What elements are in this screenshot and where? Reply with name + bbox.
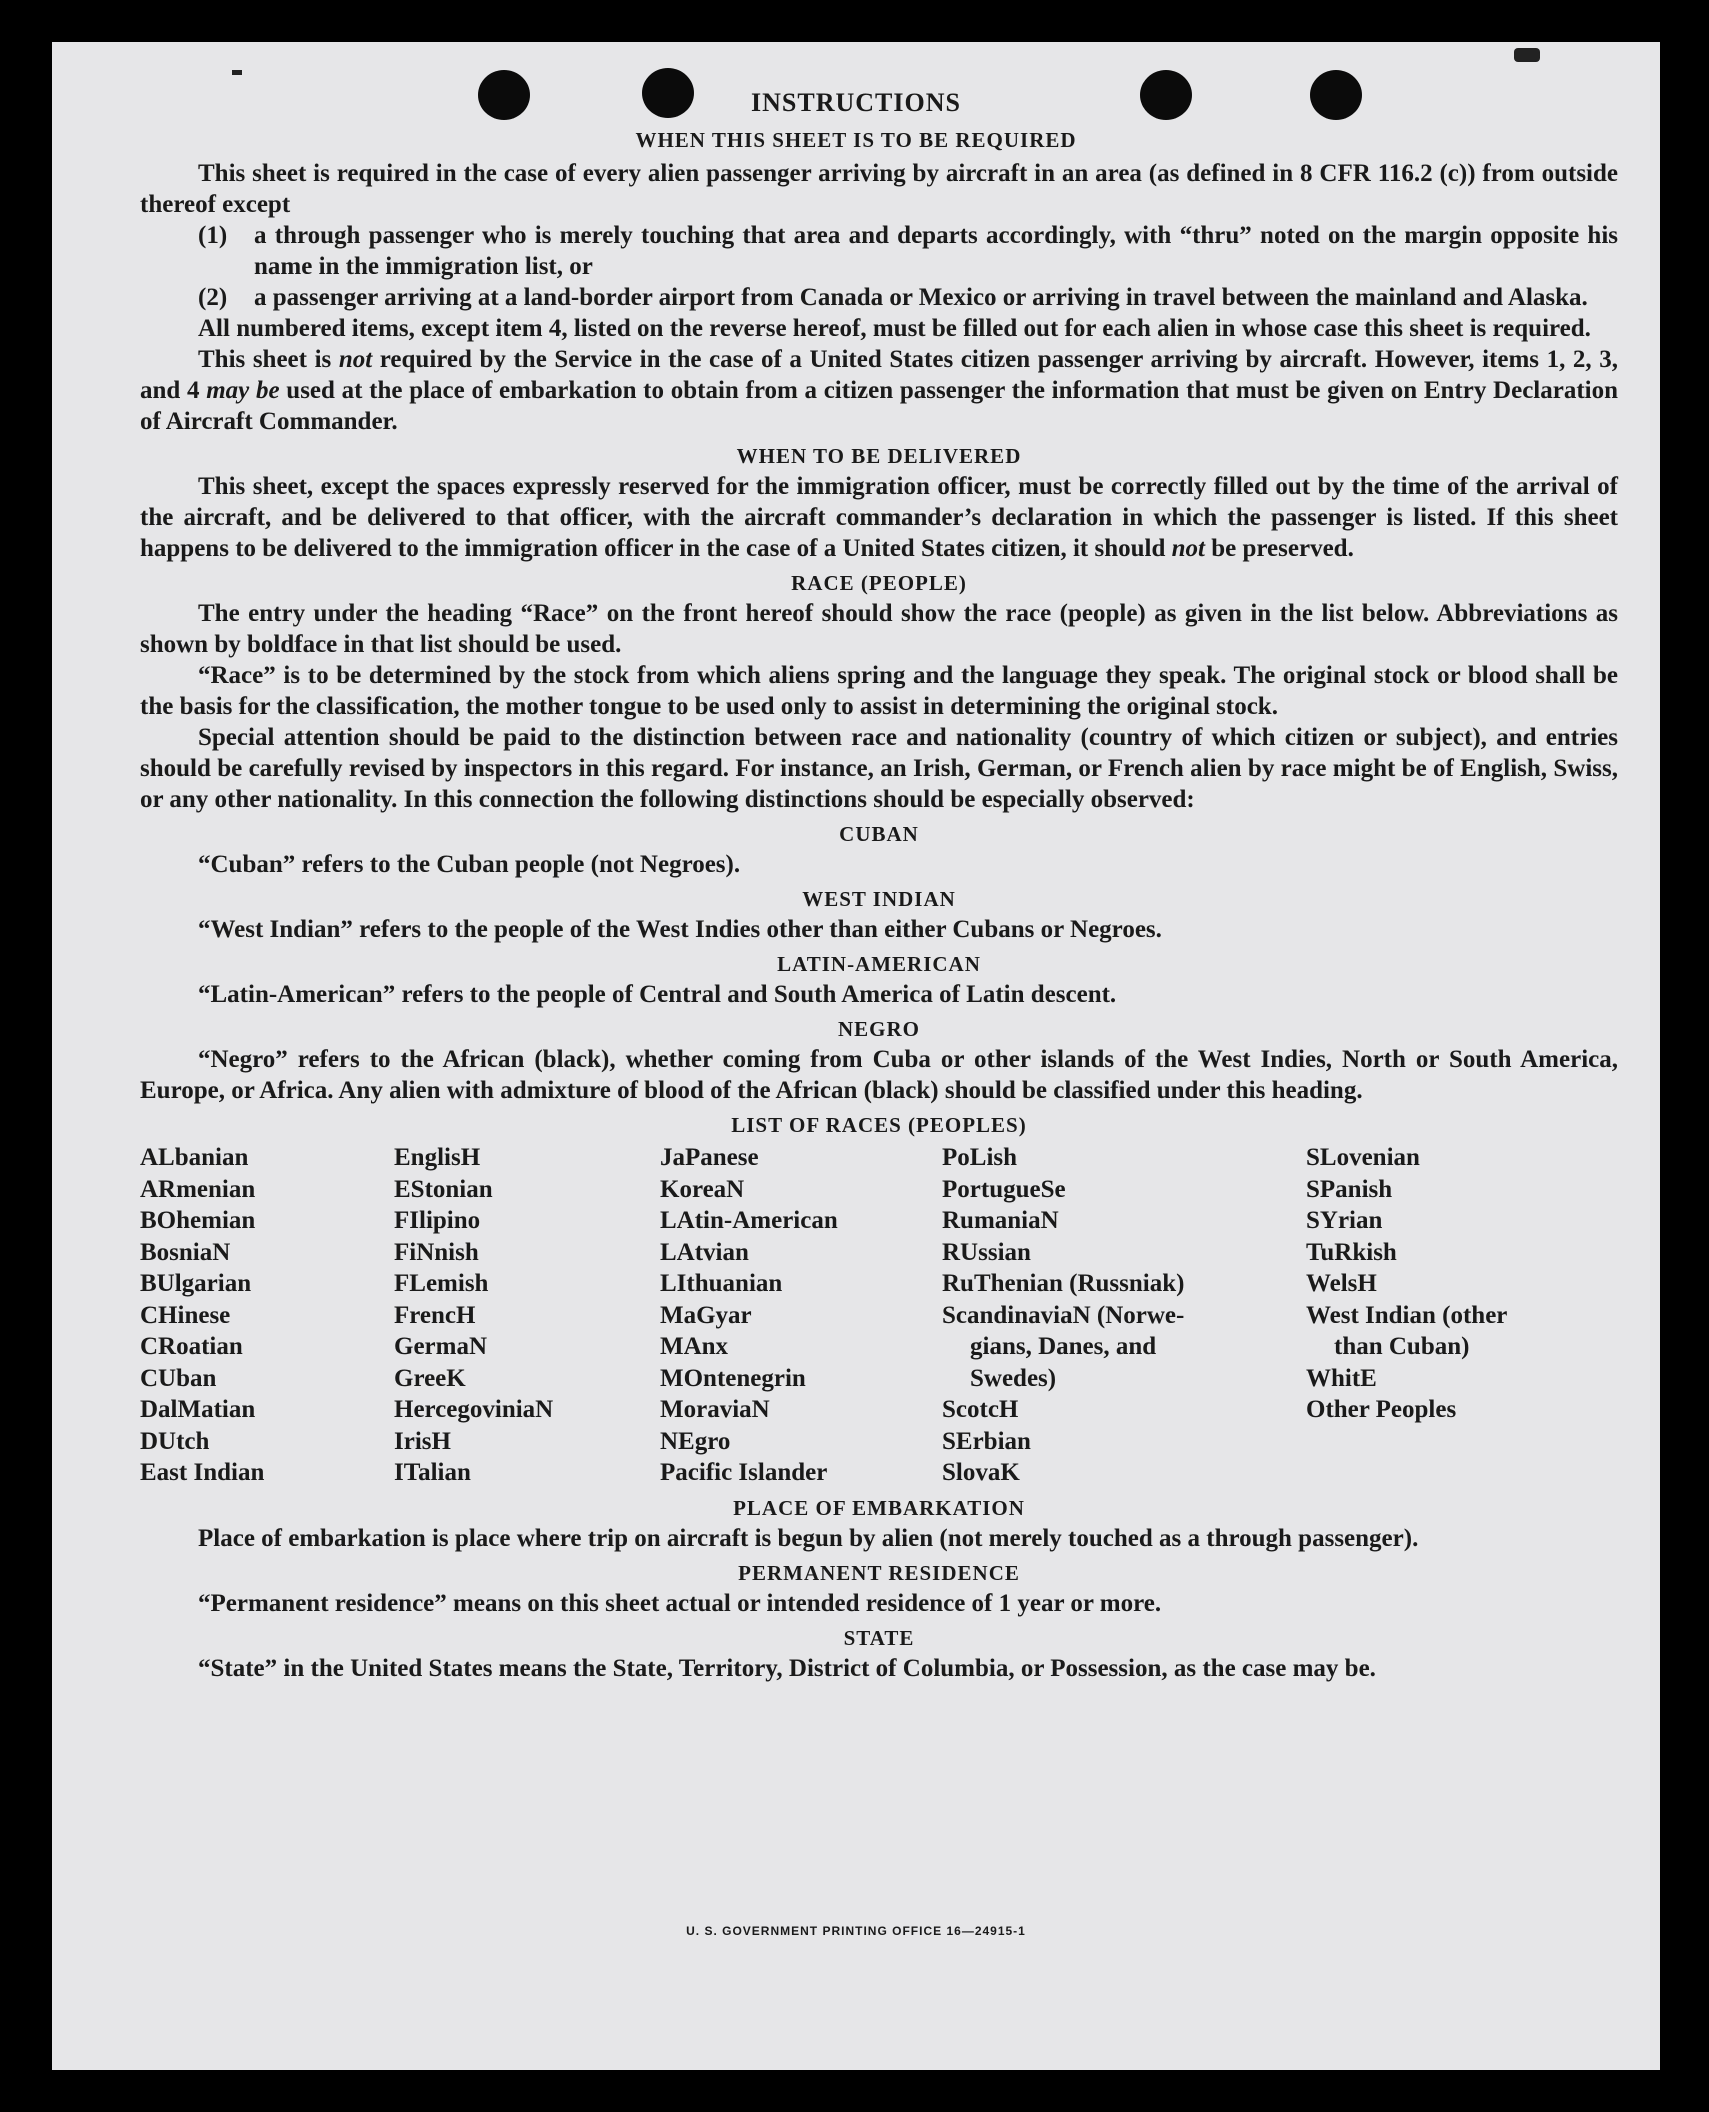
paragraph: This sheet is not required by the Service in the case of a United States citizen passenger arriving by aircraft. However, items 1, 2, 3, and 4 may be used at the place of embarkation to obtain from a citizen passenger the information that must be given on Entry Declaration of Aircraft Commander. — [140, 346, 1619, 435]
races-column-4 — [942, 1142, 1306, 1489]
race-entry: MAnx — [660, 1333, 729, 1360]
heading-latin-american: LATIN-AMERICAN — [777, 952, 981, 976]
race-entry: ScandinaviaN (Norwe- — [942, 1301, 1185, 1329]
race-entry: FrencH — [394, 1301, 476, 1329]
heading-negro: NEGRO — [837, 1017, 920, 1041]
race-entry: RumaniaN — [942, 1207, 1059, 1234]
heading-list-of-races: LIST OF RACES (PEOPLES) — [731, 1113, 1027, 1137]
race-entry: EnglisH — [394, 1144, 481, 1171]
paragraph: “Permanent residence” means on this sheet actual or intended residence of 1 year or more. — [198, 1589, 1162, 1617]
race-entry: GreeK — [394, 1364, 466, 1392]
race-entry: ITalian — [394, 1459, 471, 1486]
paragraph: “Negro” refers to the African (black), whether coming from Cuba or other islands of the West Indies, North or South America, Europe, or Africa. Any alien with admixture of blood of the African (black) should be classified under this heading. — [140, 1046, 1618, 1104]
races-column-2 — [394, 1142, 660, 1489]
race-entry: SPanish — [1306, 1175, 1393, 1203]
race-entry: SlovaK — [942, 1459, 1020, 1486]
race-entry: PoLish — [942, 1144, 1018, 1171]
race-entry: DalMatian — [140, 1396, 256, 1423]
race-entry: LAtvian — [660, 1238, 749, 1266]
race-entry: FiNnish — [394, 1238, 479, 1266]
race-entry: ALbanian — [140, 1144, 249, 1171]
race-entry: KoreaN — [660, 1175, 745, 1203]
races-column-5 — [1306, 1142, 1606, 1489]
page-title: INSTRUCTIONS — [751, 88, 961, 117]
ink-speck — [232, 70, 242, 75]
race-entry: East Indian — [140, 1459, 265, 1486]
race-entry: Other Peoples — [1306, 1396, 1457, 1423]
race-entry: GermaN — [394, 1333, 488, 1360]
race-entry: BOhemian — [140, 1207, 256, 1234]
race-entry: MaGyar — [660, 1301, 752, 1329]
race-entry: LIthuanian — [660, 1270, 783, 1297]
race-entry: TuRkish — [1306, 1238, 1397, 1266]
race-entry: Swedes) — [970, 1364, 1057, 1392]
race-entry: than Cuban) — [1334, 1333, 1470, 1360]
heading-when-required: WHEN THIS SHEET IS TO BE REQUIRED — [635, 128, 1077, 152]
list-item: (2) a passenger arriving at a land-border airport from Canada or Mexico or arriving in travel between the mainland and Alaska. — [198, 284, 1588, 311]
race-entry: SLovenian — [1306, 1144, 1420, 1171]
race-entry: ARmenian — [140, 1175, 256, 1203]
paragraph: Place of embarkation is place where trip on aircraft is begun by alien (not merely touched as a through passenger). — [198, 1524, 1419, 1552]
list-item: (1) a through passenger who is merely touching that area and departs accordingly, with “thru” noted on the margin opposite his name in the immigration list, or — [198, 222, 1618, 280]
race-entry: WelsH — [1306, 1270, 1377, 1297]
printer-imprint: U. S. GOVERNMENT PRINTING OFFICE 16—24915-1 — [686, 1924, 1026, 1938]
race-entry: FIlipino — [394, 1207, 481, 1234]
ink-speck — [1514, 48, 1540, 62]
race-entry: HercegoviniaN — [394, 1396, 554, 1423]
race-entry: SErbian — [942, 1427, 1031, 1455]
race-entry: gians, Danes, and — [970, 1333, 1157, 1360]
race-entry: Pacific Islander — [660, 1459, 828, 1486]
race-entry: JaPanese — [660, 1144, 759, 1171]
race-entry: ScotcH — [942, 1396, 1019, 1423]
heading-place-of-embarkation: PLACE OF EMBARKATION — [733, 1495, 1025, 1520]
heading-when-delivered: WHEN TO BE DELIVERED — [736, 444, 1022, 468]
paragraph: “Race” is to be determined by the stock from which aliens spring and the language they speak. The original stock or blood shall be the basis for the classification, the mother tongue to be used only to assist in determining the original stock. — [140, 662, 1618, 720]
race-entry: MoraviaN — [660, 1396, 770, 1423]
race-entry: NEgro — [660, 1427, 731, 1455]
exceptions-list — [198, 220, 1618, 313]
paragraph: This sheet, except the spaces expressly reserved for the immigration officer, must be correctly filled out by the time of the arrival of the aircraft, and be delivered to that officer, with the aircraft commander’s declaration in which the passenger is listed. If this sheet happens to be delivered to the immigration officer in the case of a United States citizen, it should not be preserved. — [140, 473, 1618, 562]
races-column-1 — [140, 1142, 394, 1489]
race-entry: LAtin-American — [660, 1207, 838, 1234]
race-entry: CRoatian — [140, 1333, 243, 1360]
race-entry: RuThenian (Russniak) — [942, 1270, 1185, 1297]
race-entry: BUlgarian — [140, 1270, 252, 1297]
paragraph: “West Indian” refers to the people of the West Indies other than either Cubans or Negroes. — [198, 916, 1162, 943]
races-table — [140, 1142, 1618, 1489]
heading-state: STATE — [843, 1625, 915, 1650]
race-entry: RUssian — [942, 1238, 1031, 1266]
heading-cuban: CUBAN — [839, 822, 919, 846]
instructions-body — [140, 158, 1618, 1684]
heading-west-indian: WEST INDIAN — [802, 887, 956, 911]
race-entry: CHinese — [140, 1301, 231, 1329]
race-entry: CUban — [140, 1364, 217, 1392]
race-entry: BosniaN — [140, 1238, 231, 1266]
paragraph: “State” in the United States means the State, Territory, District of Columbia, or Possession, as the case may be. — [198, 1654, 1376, 1682]
race-entry: FLemish — [394, 1270, 489, 1297]
document-page — [52, 42, 1660, 2070]
race-entry: West Indian (other — [1306, 1301, 1508, 1329]
race-entry: PortugueSe — [942, 1175, 1066, 1203]
paragraph: All numbered items, except item 4, listed on the reverse hereof, must be filled out for each alien in whose case this sheet is required. — [198, 315, 1591, 342]
race-entry: IrisH — [394, 1427, 451, 1455]
races-column-3 — [660, 1142, 942, 1489]
heading-race: RACE (PEOPLE) — [791, 571, 967, 595]
race-entry: WhitE — [1306, 1364, 1377, 1392]
paragraph: The entry under the heading “Race” on the front hereof should show the race (people) as given in the list below. Abbreviations as shown by boldface in that list should be used. — [140, 600, 1618, 658]
race-entry: DUtch — [140, 1427, 210, 1455]
paragraph: Special attention should be paid to the distinction between race and nationality (country of which citizen or subject), and entries should be carefully revised by inspectors in this regard. For instance, an Irish, German, or French alien by race might be of English, Swiss, or any other nationality. In this connection the following distinctions should be especially observed: — [140, 724, 1618, 813]
race-entry: SYrian — [1306, 1207, 1383, 1234]
paragraph: “Latin-American” refers to the people of Central and South America of Latin descent. — [198, 981, 1117, 1008]
race-entry: MOntenegrin — [660, 1364, 806, 1392]
race-entry: EStonian — [394, 1175, 493, 1203]
paragraph: This sheet is required in the case of every alien passenger arriving by aircraft in an area (as defined in 8 CFR 116.2 (c)) from outside thereof except — [140, 160, 1618, 218]
paragraph: “Cuban” refers to the Cuban people (not Negroes). — [198, 851, 741, 878]
heading-permanent-residence: PERMANENT RESIDENCE — [738, 1560, 1020, 1585]
